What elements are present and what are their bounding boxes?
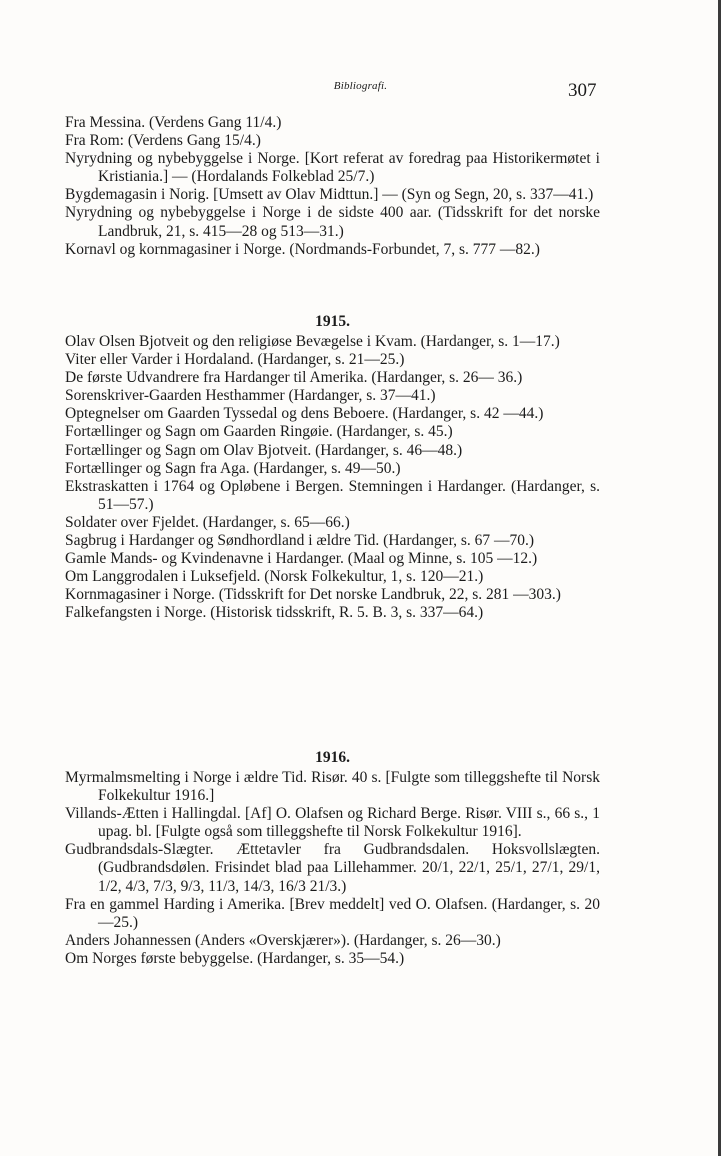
bibliography-entry: Olav Olsen Bjotveit og den religiøse Bevægelse i Kvam. (Hardanger, s. 1—17.) (65, 333, 560, 350)
bibliography-entry: Fra Messina. (Verdens Gang 11/4.) (65, 114, 282, 131)
bibliography-entry: Villands-Ætten i Hallingdal. [Af] O. Olafsen og Richard Berge. Risør. VIII s., 66 s., 1 upag. bl. [Fulgte også som tilleggshefte til Norsk Folkekultur 1916]. (65, 805, 600, 841)
running-title: Bibliografi. (333, 80, 388, 92)
bibliography-entry: Gudbrandsdals-Slægter. Ættetavler fra Gudbrandsdalen. Hoksvollslægten. (Gudbrandsdølen. Frisindet blad paa Lillehammer. 20/1, 22/1, 25/1, 27/1, 29/1, 1/2, 4/3, 7/3, 9/3, 11/3, 14/3, 16/3 21/3.) (65, 841, 600, 895)
bibliography-entry: Fortællinger og Sagn om Olav Bjotveit. (Hardanger, s. 46—48.) (65, 441, 463, 459)
bibliography-entry: Sorenskriver-Gaarden Hesthammer (Hardanger, s. 37—41.) (65, 387, 436, 405)
bibliography-entry: Kornmagasiner i Norge. (Tidsskrift for Det norske Landbruk, 22, s. 281 —303.) (65, 586, 561, 604)
bibliography-entry: Bygdemagasin i Norig. [Umsett av Olav Midttun.] — (Syn og Segn, 20, s. 337—41.) (65, 186, 594, 204)
bibliography-entry: Anders Johannessen (Anders «Overskjærer»). (Hardanger, s. 26—30.) (65, 931, 501, 949)
bibliography-entry: De første Udvandrere fra Hardanger til Amerika. (Hardanger, s. 26— 36.) (65, 369, 523, 387)
year-1915-section (65, 313, 600, 623)
bibliography-entry: Gamle Mands- og Kvindenavne i Hardanger. (Maal og Minne, s. 105 —12.) (65, 550, 538, 568)
bibliography-entry: Fra en gammel Harding i Amerika. [Brev meddelt] ved O. Olafsen. (Hardanger, s. 20—25.) (65, 895, 600, 931)
bibliography-entry: Fortællinger og Sagn om Gaarden Ringøie. (Hardanger, s. 45.) (65, 423, 453, 441)
bibliography-entry: Viter eller Varder i Hordaland. (Hardanger, s. 21—25.) (65, 351, 405, 369)
bibliography-entry: Optegnelser om Gaarden Tyssedal og dens Beboere. (Hardanger, s. 42 —44.) (65, 405, 544, 423)
year-heading-1916: 1916. (315, 749, 350, 766)
bibliography-entry: Myrmalmsmelting i Norge i ældre Tid. Risør. 40 s. [Fulgte som tilleggshefte til Norsk Folkekultur 1916.] (65, 769, 600, 805)
bibliography-entry: Nyrydning og nybebyggelse i Norge i de sidste 400 aar. (Tidsskrift for det norske Landbruk, 21, s. 415—28 og 513—31.) (65, 204, 600, 240)
bibliography-entry: Om Norges første bebyggelse. (Hardanger, s. 35—54.) (65, 949, 405, 967)
year-heading-1915: 1915. (315, 313, 350, 330)
bibliography-entry: Falkefangsten i Norge. (Historisk tidsskrift, R. 5. B. 3, s. 337—64.) (65, 604, 484, 622)
bibliography-entry: Om Langgrodalen i Luksefjeld. (Norsk Folkekultur, 1, s. 120—21.) (65, 568, 484, 586)
intro-entries-section (65, 114, 600, 259)
bibliography-entry: Nyrydning og nybebyggelse i Norge. [Kort referat av foredrag paa Historikermøtet i Kristiania.] — (Hordalands Folkeblad 25/7.) (65, 150, 600, 186)
bibliography-entry: Soldater over Fjeldet. (Hardanger, s. 65—66.) (65, 513, 350, 531)
bibliography-entry: Sagbrug i Hardanger og Søndhordland i ældre Tid. (Hardanger, s. 67 —70.) (65, 532, 535, 550)
page-number: 307 (568, 80, 597, 101)
bibliography-entry: Fortællinger og Sagn fra Aga. (Hardanger, s. 49—50.) (65, 459, 401, 477)
bibliography-entry: Fra Rom: (Verdens Gang 15/4.) (65, 132, 261, 150)
year-1916-section (65, 749, 600, 968)
bibliography-entry: Kornavl og kornmagasiner i Norge. (Nordmands-Forbundet, 7, s. 777 —82.) (65, 240, 540, 258)
bibliography-entry: Ekstraskatten i 1764 og Opløbene i Bergen. Stemningen i Hardanger. (Hardanger, s. 51—57.) (65, 477, 600, 513)
